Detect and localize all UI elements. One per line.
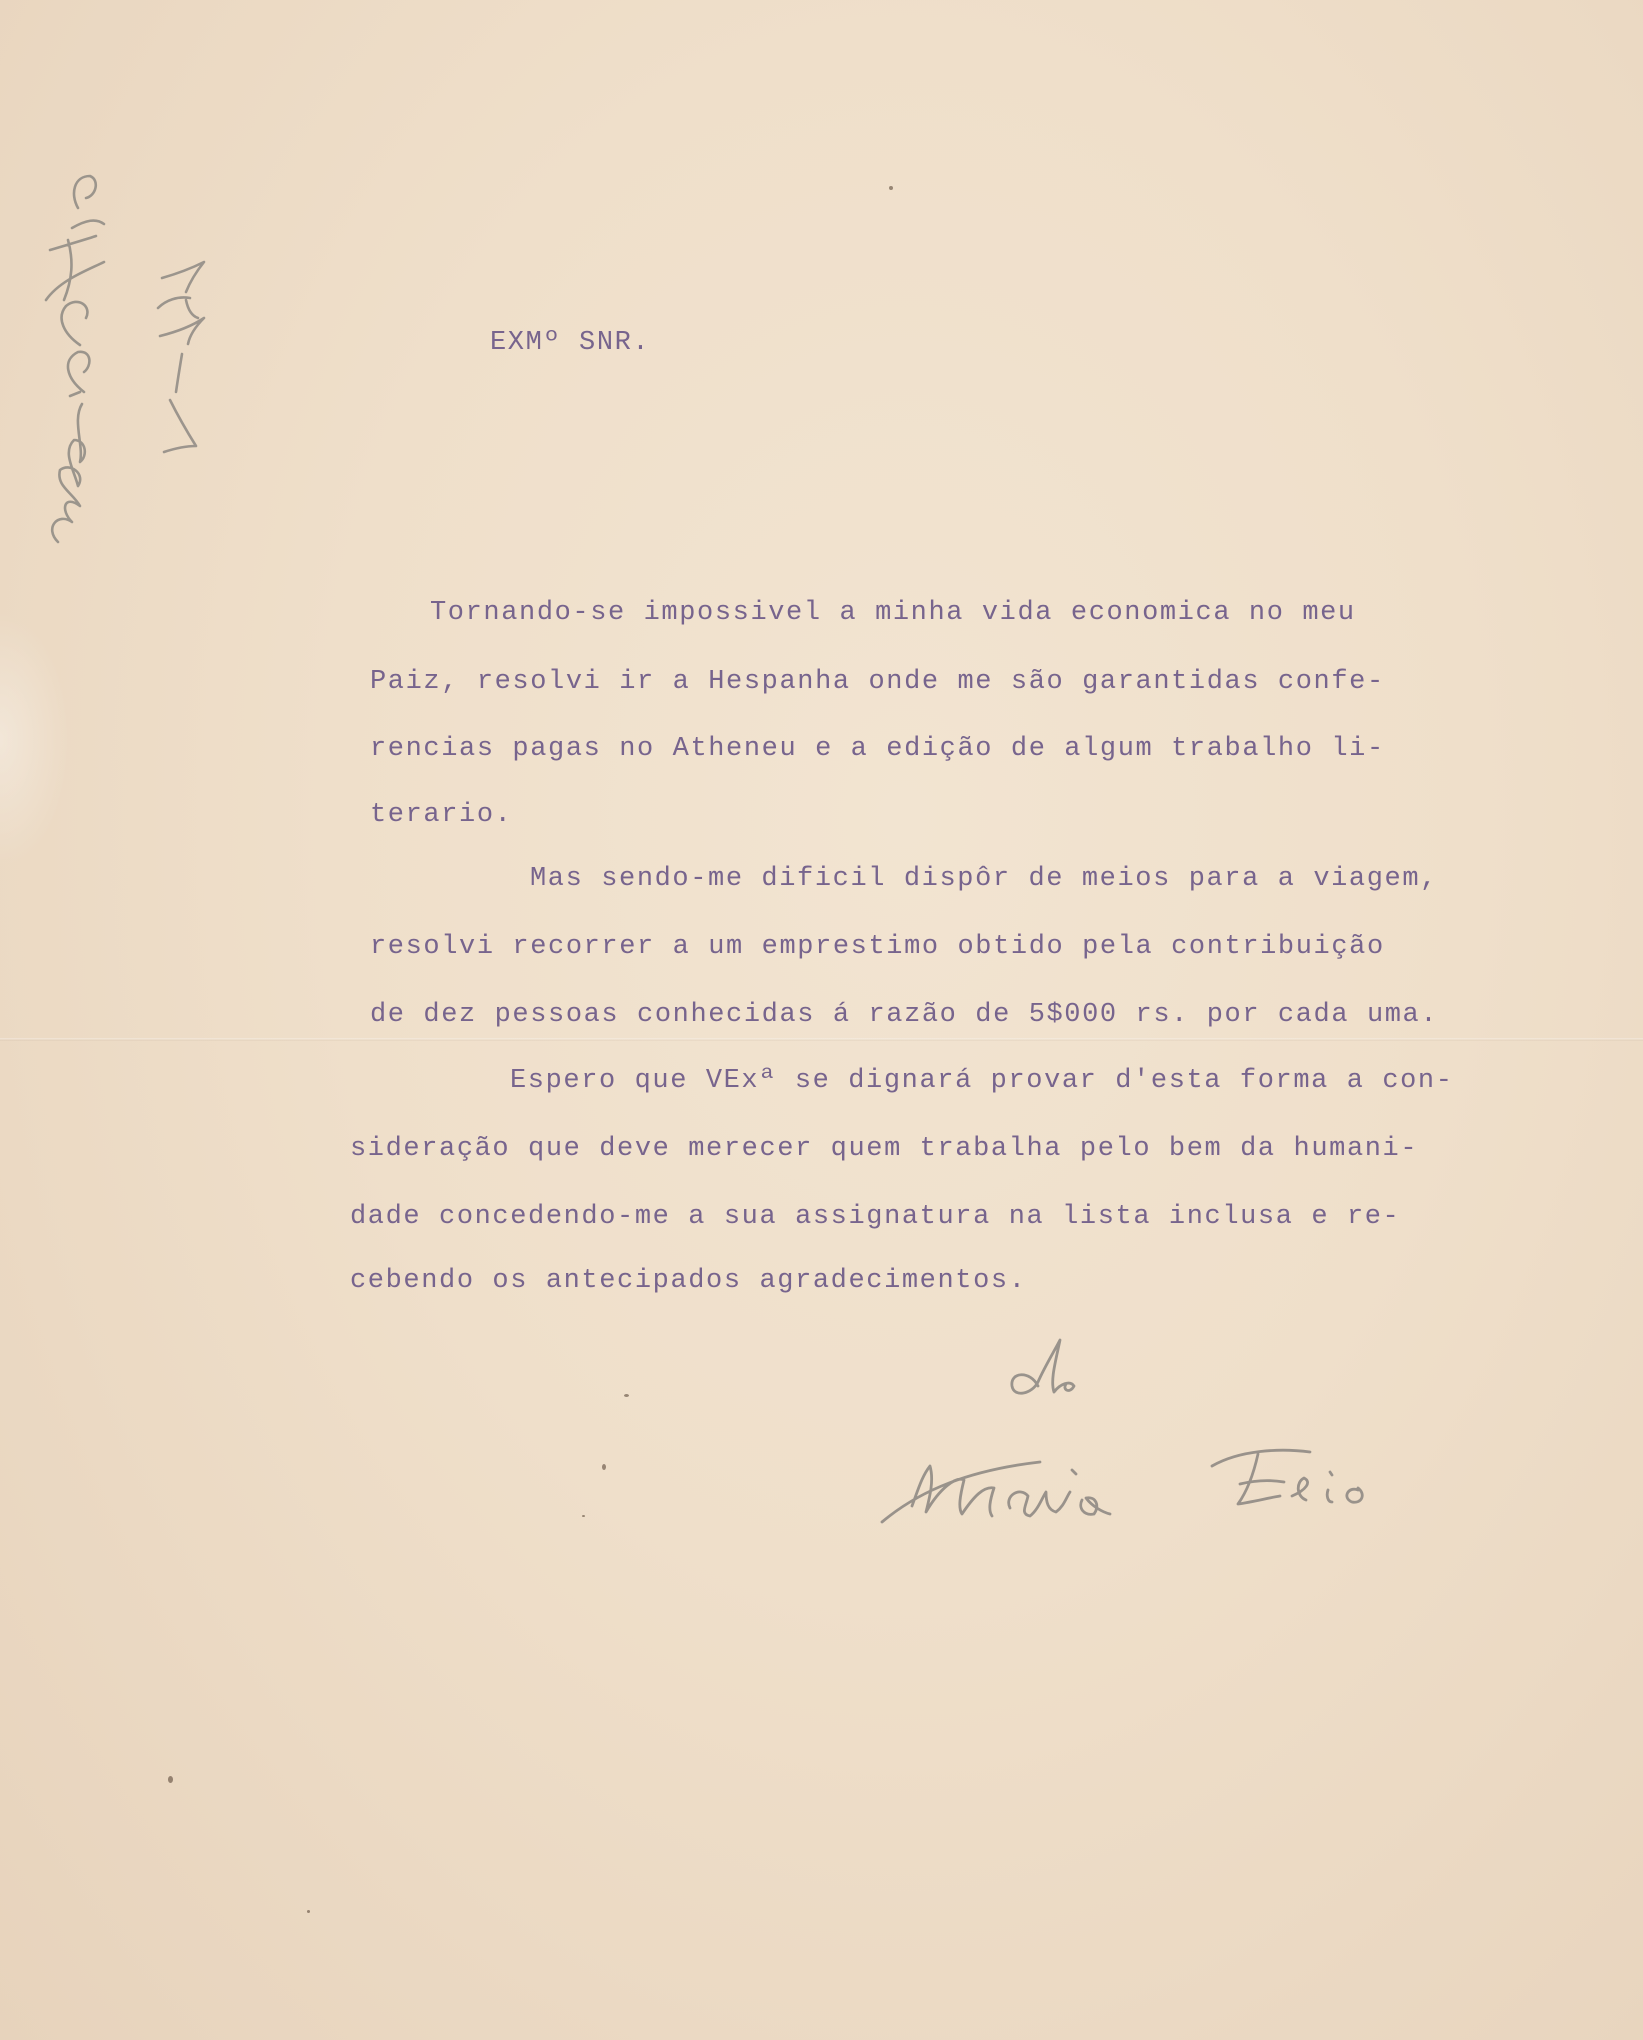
paragraph-3-line-1: Espero que VExª se dignará provar d'esta forma a con-: [510, 1066, 1454, 1096]
paragraph-2-line-2: resolvi recorrer a um emprestimo obtido pela contribuição: [370, 932, 1385, 962]
signature: [860, 1320, 1480, 1550]
paper-edge-wear: [0, 610, 70, 870]
paragraph-1-line-2: Paiz, resolvi ir a Hespanha onde me são garantidas confe-: [370, 667, 1385, 697]
signature-name-mark: [882, 1462, 1110, 1522]
signature-prefix-mark: [1012, 1340, 1074, 1393]
paper-speck: [602, 1464, 606, 1470]
salutation: EXMº SNR.: [490, 328, 651, 358]
paper-speck: [889, 186, 893, 190]
paragraph-3-line-4: cebendo os antecipados agradecimentos.: [350, 1266, 1027, 1296]
signature-surname-mark: [1212, 1450, 1362, 1504]
paragraph-1-line-1: Tornando-se impossivel a minha vida economica no meu: [430, 598, 1356, 628]
paragraph-1-line-4: terario.: [370, 800, 513, 830]
paragraph-3-line-3: dade concedendo-me a sua assignatura na lista inclusa e re-: [350, 1202, 1401, 1232]
paper-speck: [582, 1515, 585, 1517]
paper-speck: [168, 1776, 173, 1783]
paragraph-2-line-3: de dez pessoas conhecidas á razão de 5$000 rs. por cada uma.: [370, 1000, 1439, 1030]
paragraph-3-line-2: sideração que deve merecer quem trabalha pelo bem da humani-: [350, 1134, 1419, 1164]
paper-fold: [0, 1038, 1643, 1041]
paragraph-2-line-1: Mas sendo-me dificil dispôr de meios para a viagem,: [530, 864, 1438, 894]
margin-note: [0, 0, 260, 600]
paper-speck: [624, 1394, 629, 1397]
margin-note-name-mark: [46, 176, 104, 542]
paragraph-1-line-3: rencias pagas no Atheneu e a edição de algum trabalho li-: [370, 734, 1385, 764]
paper-speck: [307, 1910, 310, 1913]
margin-note-date-mark: [158, 262, 204, 452]
